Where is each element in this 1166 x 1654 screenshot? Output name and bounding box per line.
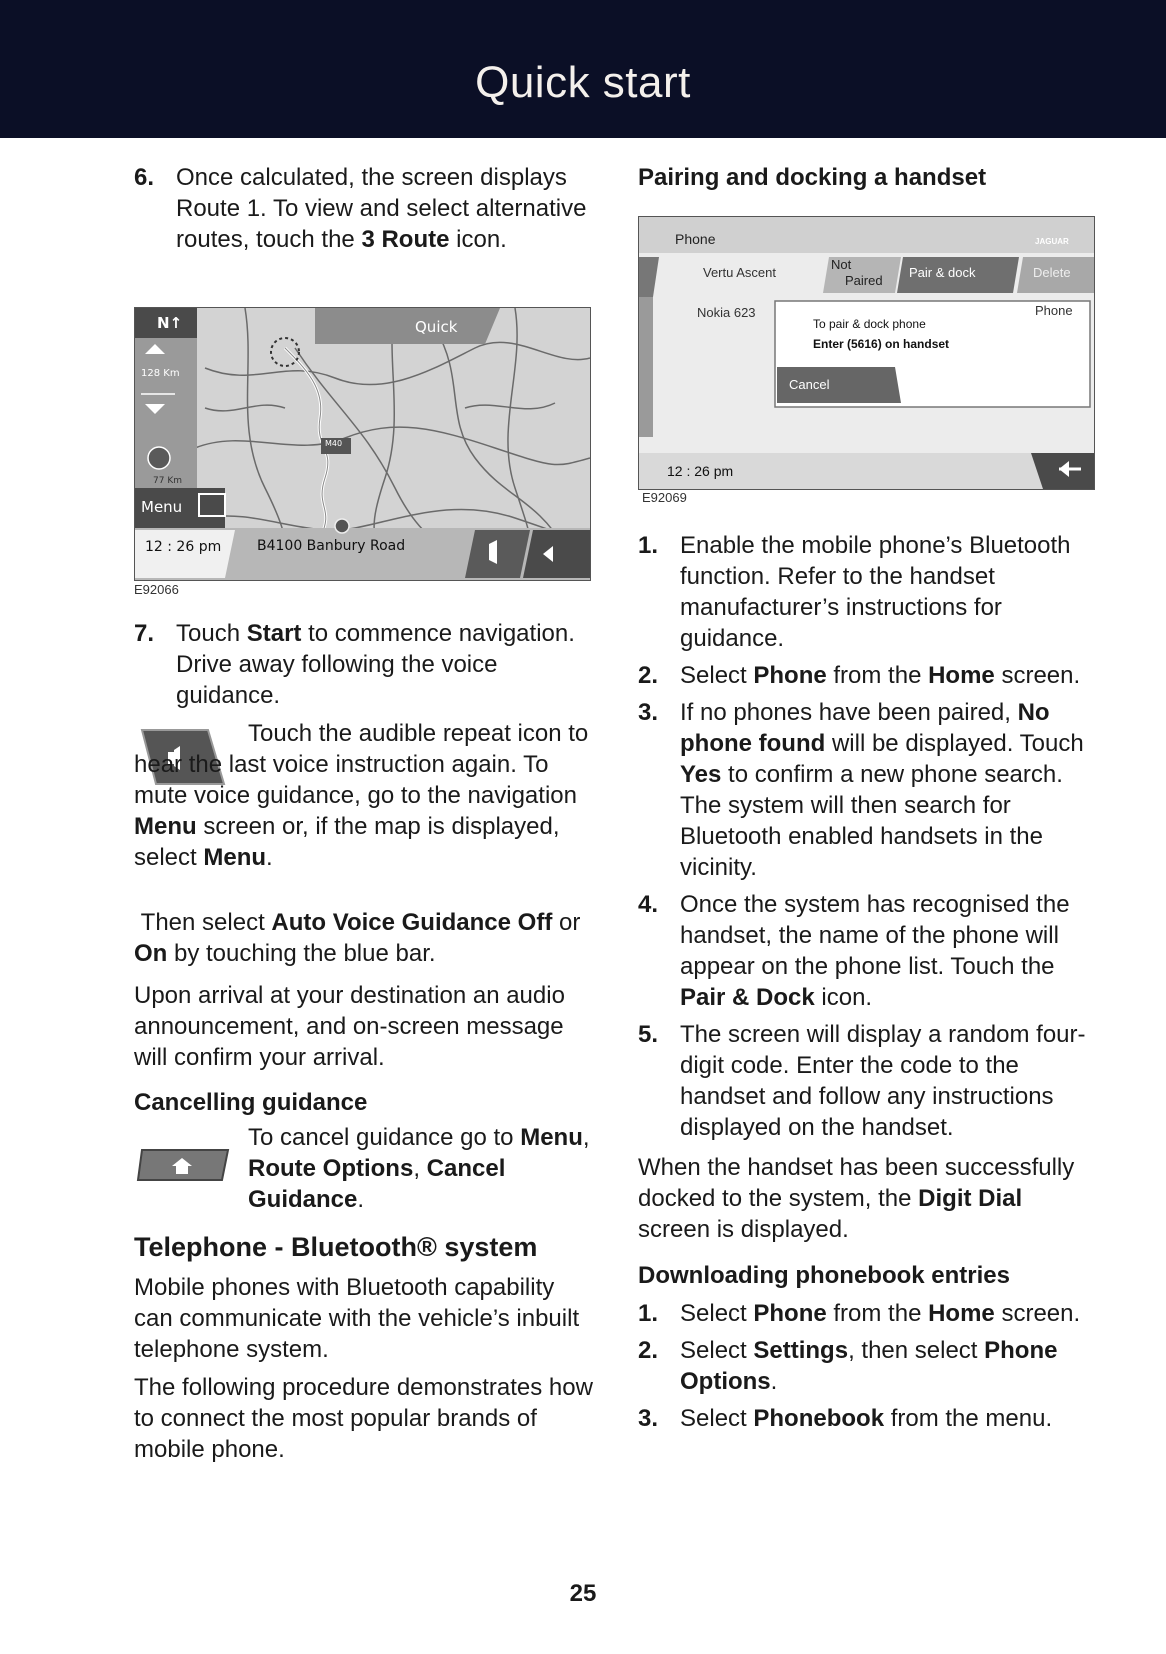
docked-paragraph [638, 1152, 1100, 1245]
step-bold: Home [928, 662, 995, 689]
phone-screen-screenshot [638, 216, 1095, 490]
step-number: 6. [134, 164, 155, 191]
auto-voice-pre: Then select [140, 909, 272, 936]
step-number: 2. [638, 662, 659, 689]
step-bold: Phone [753, 1300, 827, 1327]
step-text: from the menu. [884, 1405, 1053, 1432]
map-menu-button[interactable]: Menu [141, 498, 183, 516]
cancel-route-options: Route Options [248, 1155, 414, 1182]
cancel-sep: , [582, 1124, 590, 1151]
step-number: 7. [134, 620, 155, 647]
phone-screen-time: 12 : 26 pm [667, 463, 734, 479]
quick-tab[interactable]: Quick [415, 318, 458, 336]
m40-label: M40 [325, 439, 343, 448]
scale-top: 128 Km [141, 368, 180, 379]
repeat-bold-menu-2: Menu [203, 844, 267, 871]
repeat-text-2: screen or, if the map is displayed, select [134, 813, 560, 871]
pair-message-line-1: To pair & dock phone [813, 317, 926, 331]
numbered-step [638, 660, 1100, 691]
cancel-heading: Cancelling guidance [134, 1089, 368, 1116]
cancel-menu: Menu [520, 1124, 583, 1151]
cancel-guidance: Cancel Guidance [248, 1155, 506, 1213]
audible-repeat-icon[interactable] [477, 534, 517, 574]
home-button-illustration [136, 1146, 230, 1189]
step-bold: Home [928, 1300, 995, 1327]
numbered-step [638, 1298, 1100, 1329]
auto-voice-paragraph [134, 907, 596, 969]
step-bold: Settings [753, 1337, 849, 1364]
repeat-text-3: . [266, 844, 273, 871]
step-number: 1. [638, 532, 659, 559]
repeat-text-1: Touch the audible repeat icon to hear the last voice instruction again. To mute voice guidance, go to the navigation [134, 720, 589, 809]
repeat-paragraph [134, 718, 596, 873]
zoom-out-icon[interactable] [141, 398, 181, 416]
page-title: Quick start [475, 58, 691, 107]
map-time: 12 : 26 pm [145, 539, 222, 555]
scale-bottom: 77 Km [153, 476, 182, 486]
download-steps [638, 1298, 1100, 1440]
device-vertu[interactable]: Vertu Ascent [703, 265, 776, 280]
repeat-bold-menu: Menu [134, 813, 197, 840]
step-text: screen. [994, 1300, 1081, 1327]
cancel-paragraph [248, 1122, 598, 1215]
numbered-step [638, 889, 1100, 1013]
step-pre: Touch [176, 620, 247, 647]
delete-button[interactable]: Delete [1033, 265, 1071, 280]
step-number: 3. [638, 699, 659, 726]
step-bold: Pair & Dock [680, 984, 815, 1011]
step-text: screen. [994, 662, 1081, 689]
jaguar-logo: JAGUAR [1035, 237, 1069, 246]
cancel-button[interactable]: Cancel [789, 377, 830, 392]
step-tail: icon. [449, 226, 507, 253]
step-number: 2. [638, 1337, 659, 1364]
auto-voice-tail: by touching the blue bar. [167, 940, 436, 967]
north-indicator[interactable]: N↑ [157, 314, 183, 332]
step-text: Enable the mobile phone’s Bluetooth function. Refer to the handset manufacturer’s instructions for guidance. [680, 532, 1071, 652]
pairing-heading: Pairing and docking a handset [638, 164, 987, 191]
step-text: to commence navigation. Drive away following the voice guidance. [176, 620, 575, 709]
step-text: from the [826, 1300, 929, 1327]
bluetooth-paragraph-1: Mobile phones with Bluetooth capability can communicate with the vehicle’s inbuilt telephone system. [134, 1274, 580, 1363]
pairing-steps [638, 530, 1100, 1149]
step-number: 5. [638, 1021, 659, 1048]
step-6 [134, 162, 596, 255]
bluetooth-paragraph-2: The following procedure demonstrates how to connect the most popular brands of mobile phone. [134, 1374, 593, 1463]
phone-label: Phone [1035, 303, 1073, 318]
step-bold: Start [246, 620, 302, 647]
step-bold: Phone Options [680, 1337, 1058, 1395]
step-text: Select [680, 1300, 754, 1327]
step-bold: Phone [753, 662, 827, 689]
step-bold: 3 Route [361, 226, 450, 253]
step-text: Select [680, 1405, 754, 1432]
step-text: If no phones have been paired, [680, 699, 1018, 726]
auto-voice-on: On [134, 940, 168, 967]
step-bold: Yes [680, 761, 722, 788]
back-arrow-icon[interactable] [533, 534, 583, 574]
step-text: Once calculated, the screen displays Route 1. To view and select alternative routes, touch the [176, 164, 587, 253]
step-number: 4. [638, 891, 659, 918]
cancel-tail: . [357, 1186, 365, 1213]
step-bold: No phone found [680, 699, 1050, 757]
numbered-step [638, 530, 1100, 654]
cancel-pre: To cancel guidance go to [248, 1124, 521, 1151]
step-bold: Phonebook [753, 1405, 885, 1432]
bluetooth-heading: Telephone - Bluetooth® system [134, 1232, 538, 1262]
step-number: 3. [638, 1405, 659, 1432]
step-text: will be displayed. Touch [825, 730, 1084, 757]
step-text: to confirm a new phone search. The system will then search for Bluetooth enabled handsets in the vicinity. [680, 761, 1063, 881]
step-text: Once the system has recognised the handset, the name of the phone will appear on the phone list. Touch the [680, 891, 1070, 980]
numbered-step [638, 697, 1100, 883]
phone-screen-title: Phone [675, 231, 716, 247]
step-text: The screen will display a random four-digit code. Enter the code to the handset and follow any instructions displayed on the handset. [680, 1021, 1086, 1141]
step-text: from the [826, 662, 929, 689]
arrival-paragraph: Upon arrival at your destination an audio announcement, and on-screen message will confirm your arrival. [134, 982, 565, 1071]
zoom-in-icon[interactable] [141, 338, 181, 356]
download-heading: Downloading phonebook entries [638, 1262, 1010, 1289]
numbered-step [638, 1403, 1100, 1434]
step-text: . [770, 1368, 778, 1395]
back-arrow-icon[interactable] [1045, 455, 1091, 487]
step-text: Select [680, 662, 754, 689]
auto-voice-mid: or [552, 909, 581, 936]
numbered-step [638, 1335, 1100, 1397]
step-number: 1. [638, 1300, 659, 1327]
cancel-sep-2: , [413, 1155, 427, 1182]
step-text: icon. [814, 984, 873, 1011]
map-road-name: B4100 Banbury Road [257, 538, 406, 554]
map-caption: E92066 [134, 582, 179, 597]
docked-bold: Digit Dial [918, 1185, 1023, 1212]
phone-caption: E92069 [642, 490, 687, 505]
numbered-step [638, 1019, 1100, 1143]
page-header [0, 0, 1166, 138]
pair-message-line-2: Enter (5616) on handset [813, 337, 950, 351]
page-number: 25 [569, 1580, 597, 1607]
device-nokia[interactable]: Nokia 623 [697, 305, 756, 320]
step-text: , then select [848, 1337, 985, 1364]
auto-voice-bold: Auto Voice Guidance Off [271, 909, 553, 936]
docked-pre: When the handset has been successfully docked to the system, the [638, 1154, 1075, 1212]
step-text: Select [680, 1337, 754, 1364]
navigation-map-screenshot [134, 307, 591, 581]
pair-dock-button[interactable]: Pair & dock [909, 265, 976, 280]
not-paired-status: Not Paired [831, 257, 883, 288]
step-7 [134, 618, 596, 711]
docked-tail: screen is displayed. [638, 1216, 849, 1243]
